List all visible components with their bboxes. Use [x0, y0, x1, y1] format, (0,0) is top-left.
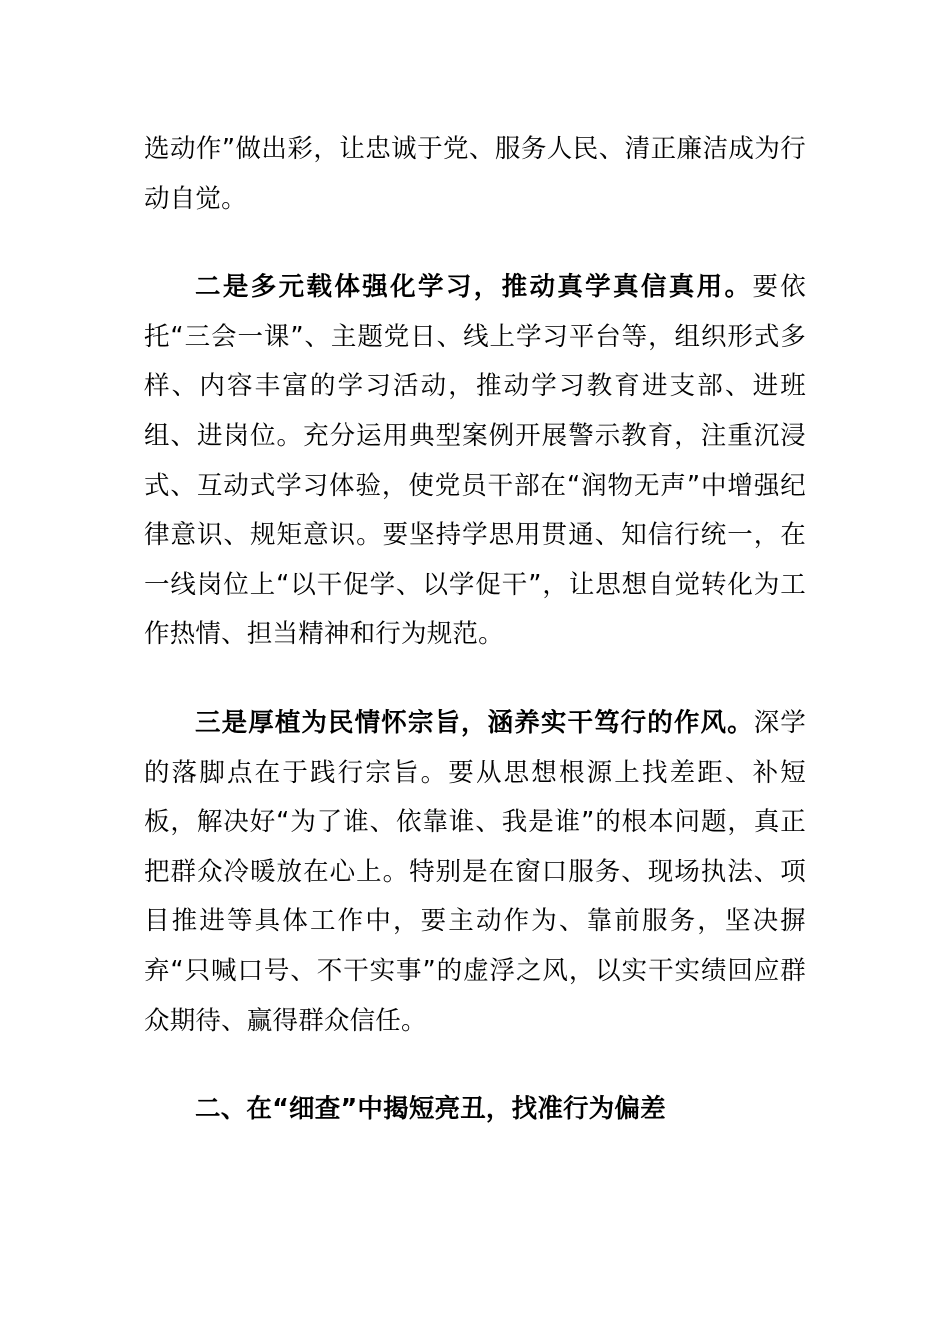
paragraph-text: 选动作”做出彩，让忠诚于党、服务人民、清正廉洁成为行动自觉。	[144, 134, 806, 214]
paragraph-body: 深学的落脚点在于践行宗旨。要从思想根源上找差距、补短板，解决好“为了谁、依靠谁、我是谁”的根本问题，真正把群众冷暖放在心上。特别是在窗口服务、现场执法、项目推进等具体工作中，要主动作为、靠前服务，坚决摒弃“只喊口号、不干实事”的虚浮之风，以实干实绩回应群众期待、赢得群众信任。	[144, 707, 807, 1036]
paragraph-body: 要依托“三会一课”、主题党日、线上学习平台等，组织形式多样、内容丰富的学习活动，推动学习教育进支部、进班组、进岗位。充分运用典型案例开展警示教育，注重沉浸式、互动式学习体验，使党员干部在“润物无声”中增强纪律意识、规矩意识。要坚持学思用贯通、知信行统一，在一线岗位上“以干促学、以学促干”，让思想自觉转化为工作热情、担当精神和行为规范。	[144, 272, 806, 650]
section-heading	[144, 1085, 806, 1135]
document-page	[144, 125, 806, 1135]
paragraph-point-three	[144, 699, 806, 1046]
paragraph-lead-bold: 二是多元载体强化学习，推动真学真信真用。	[195, 272, 753, 303]
paragraph-point-two	[144, 263, 806, 660]
paragraph-lead-bold: 三是厚植为民情怀宗旨，涵养实干笃行的作风。	[195, 707, 754, 738]
paragraph-continuation	[144, 125, 806, 224]
section-heading-text: 二、在“细查”中揭短亮丑，找准行为偏差	[195, 1094, 666, 1125]
